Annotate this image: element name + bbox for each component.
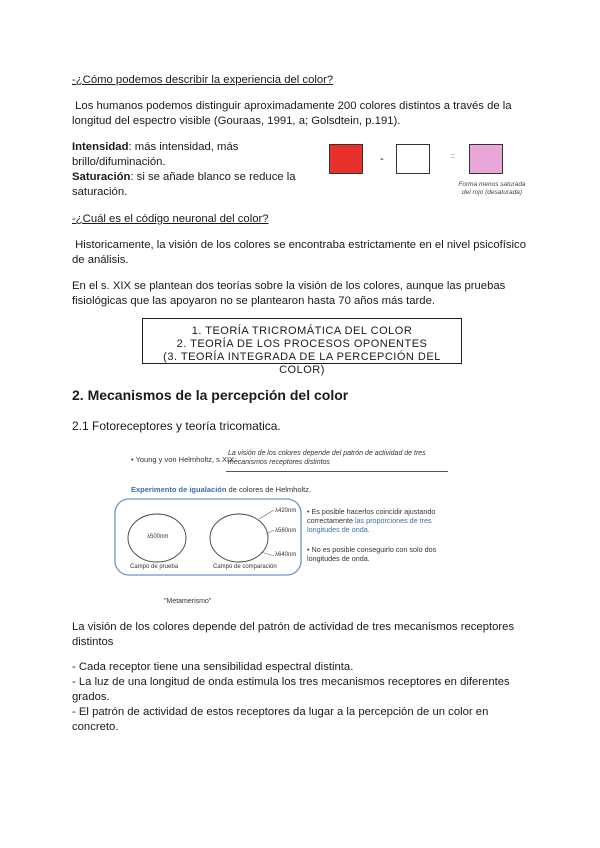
intensity-text: : más intensidad, más: [128, 141, 239, 153]
saturation-text: : si se añade blanco se reduce la: [130, 171, 296, 183]
experiment-title: [131, 485, 311, 494]
figure-note-1: [307, 507, 465, 534]
pink-swatch: [469, 144, 503, 174]
paragraph-line: Los humanos podemos distinguir aproximadamente 200 colores distintos a través de la: [72, 100, 512, 112]
saturation-label: Saturación: [72, 171, 131, 183]
paragraph-line: La visión de los colores depende del patrón de actividad de tres mecanismos receptores: [72, 621, 515, 633]
intensity-label: Intensidad: [72, 141, 129, 153]
paragraph-line: de análisis.: [72, 254, 129, 266]
arrow-line: [259, 510, 274, 519]
list-item: - El patrón de actividad de estos receptores da lugar a la percepción de un color en: [72, 706, 489, 718]
test-field-label: Campo de prueba: [130, 564, 179, 570]
figure-note-line: longitudes de onda.: [307, 525, 370, 534]
list-item: - Cada receptor tiene una sensibilidad espectral distinta.: [72, 661, 354, 673]
paragraph-line: distintos: [72, 636, 114, 648]
swatch-caption-line: del rojo (desaturada): [462, 189, 522, 196]
experiment-title-rest: de colores de Helmholtz.: [226, 485, 312, 494]
theory-2: 2. TEORÍA DE LOS PROCESOS OPONENTES: [176, 338, 428, 350]
test-field-wavelength: λ500nm: [147, 534, 169, 540]
paragraph-line: fisiológicas que las apoyaron no se plantearon hasta 70 años más tarde.: [72, 295, 435, 307]
section-heading: 2. Mecanismos de la percepción del color: [72, 387, 349, 403]
comparison-field-circle: [210, 514, 268, 562]
paragraph-line: En el s. XIX se plantean dos teorías sobre la visión de los colores, aunque las pruebas: [72, 280, 506, 292]
figure-note-line: • No es posible conseguirlo con solo dos: [307, 545, 437, 554]
paragraph-line: Historicamente, la visión de los colores se encontraba estrictamente en el nivel psicofísico: [72, 239, 526, 251]
list-item: - La luz de una longitud de onda estimula los tres mecanismos receptores en diferentes: [72, 676, 510, 688]
comparison-field-label: Campo de comparación: [213, 564, 277, 570]
list-item-continuation: concreto.: [72, 721, 119, 733]
theory-3: (3. TEORÍA INTEGRADA DE LA PERCEPCIÓN DEL COLOR): [163, 351, 441, 376]
swatch-caption-line: Forma menos saturada: [458, 181, 526, 188]
subsection-heading: 2.1 Fotoreceptores y teoría tricomatica.: [72, 419, 281, 433]
question-heading-2: -¿Cuál es el código neuronal del color?: [72, 213, 269, 225]
figure-bullet: • Young y von Helmholtz, s XIX:: [131, 455, 237, 464]
figure-note-line: longitudes de onda.: [307, 554, 370, 563]
arrow-line: [261, 552, 274, 556]
red-swatch: [329, 144, 363, 174]
figure-note-2: [307, 545, 465, 563]
saturation-line-1: [72, 170, 296, 185]
quote-underline: [226, 471, 448, 472]
figure-note-line: • Es posible hacerlos coincidir ajustando: [307, 507, 436, 516]
question-heading-1: -¿Cómo podemos describir la experiencia del color?: [72, 74, 334, 86]
figure-note-text: correctamente: [307, 516, 355, 525]
list-item-continuation: grados.: [72, 691, 110, 703]
experiment-title-highlight: Experimento de igualación: [131, 485, 227, 494]
figure-quote: [228, 449, 426, 467]
minus-sign: -: [380, 153, 384, 165]
equals-sign: =: [450, 151, 456, 161]
intensity-line-2: brillo/difuminación.: [72, 156, 166, 168]
swatch-caption: [452, 181, 532, 197]
intensity-line-1: [72, 140, 238, 155]
metamerism-label: "Metamerismo": [164, 598, 212, 605]
paragraph-line: longitud del espectro visible (Gouraas, 1991, a; Golsdtein, p.191).: [72, 115, 401, 127]
figure-quote-line: mecanismos receptores distintos: [228, 459, 330, 466]
theories-box: [142, 318, 462, 376]
theory-1: 1. TEORÍA TRICROMÁTICA DEL COLOR: [191, 325, 413, 337]
wavelength-label-top: λ420nm: [275, 508, 297, 514]
white-swatch: [396, 144, 430, 174]
figure-note-highlight: las proporciones de tres: [354, 516, 432, 525]
wavelength-label-mid: λ560nm: [275, 528, 297, 534]
figure-quote-line: La visión de los colores depende del patrón de actividad de tres: [228, 450, 426, 457]
figure-note-line: [307, 516, 465, 525]
wavelength-label-bot: λ640nm: [275, 552, 297, 558]
saturation-line-2: saturación.: [72, 186, 128, 198]
